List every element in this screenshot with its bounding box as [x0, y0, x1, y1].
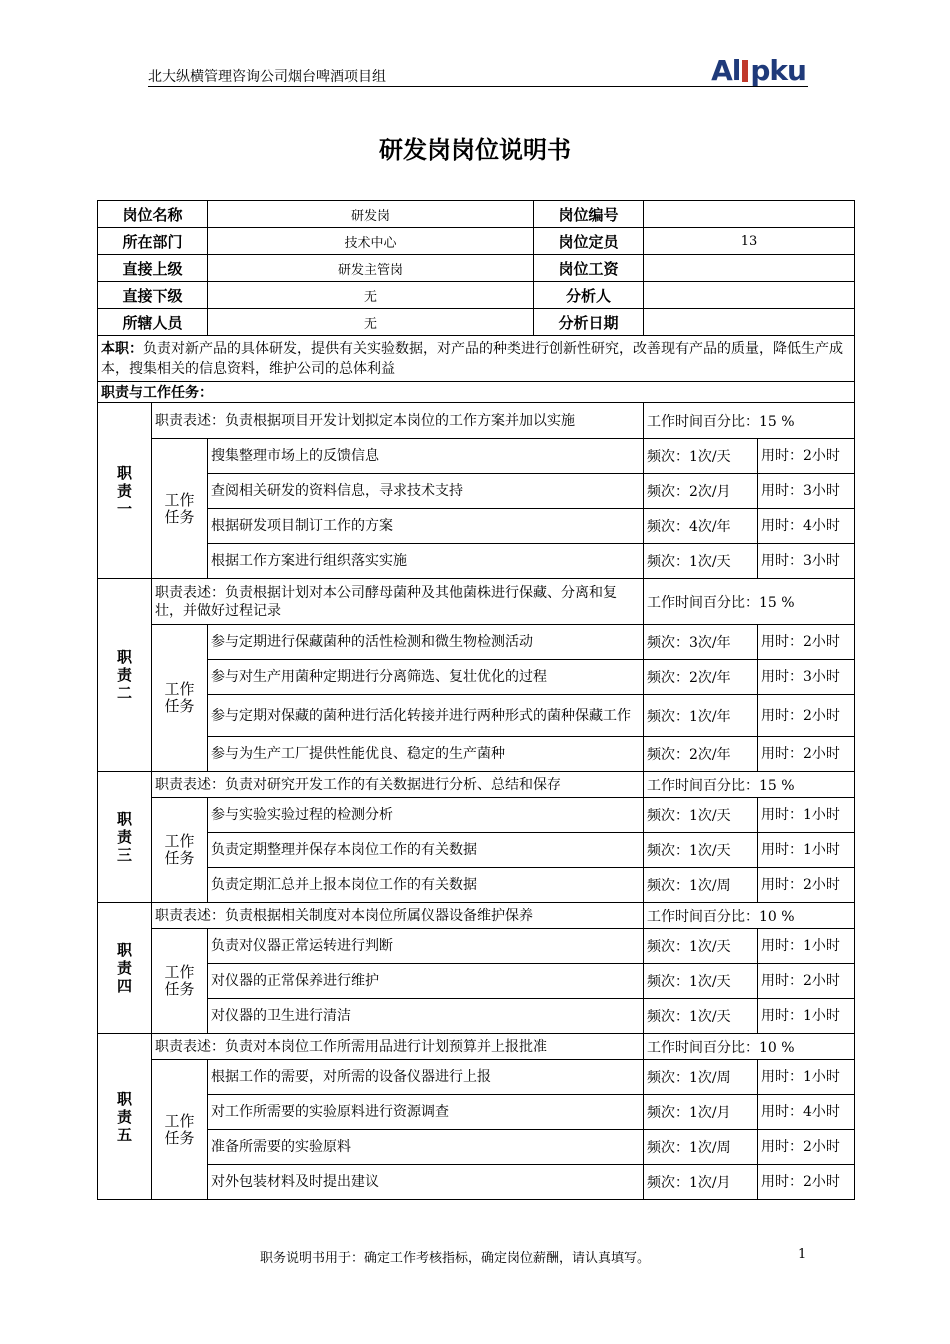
- value-staff: 无: [208, 309, 534, 336]
- task-text: 根据研发项目制订工作的方案: [208, 509, 644, 544]
- task-duration: 用时：2小时: [758, 625, 855, 660]
- duty-time-percent: 工作时间百分比：15 %: [644, 772, 855, 798]
- footer-note: 职务说明书用于：确定工作考核指标，确定岗位薪酬，请认真填写。: [260, 1251, 651, 1266]
- task-frequency: 频次：2次/年: [644, 660, 758, 695]
- core-duty-text: 负责对新产品的具体研发，提供有关实验数据，对产品的种类进行创新性研究，改善现有产品的质量，降低生产成本，搜集相关的信息资料，维护公司的总体利益: [101, 340, 843, 377]
- task-text: 参与对生产用菌种定期进行分离筛选、复壮优化的过程: [208, 660, 644, 695]
- header-org: 北大纵横管理咨询公司烟台啤酒项目组: [148, 69, 386, 85]
- task-duration: 用时：1小时: [758, 999, 855, 1034]
- value-analyst: [644, 282, 855, 309]
- company-logo: Al pku: [711, 54, 806, 87]
- task-text: 对仪器的卫生进行清洁: [208, 999, 644, 1034]
- task-frequency: 频次：4次/年: [644, 509, 758, 544]
- task-text: 负责对仪器正常运转进行判断: [208, 929, 644, 964]
- value-subordinate: 无: [208, 282, 534, 309]
- task-text: 参与为生产工厂提供性能优良、稳定的生产菌种: [208, 737, 644, 772]
- task-duration: 用时：1小时: [758, 798, 855, 833]
- task-duration: 用时：4小时: [758, 509, 855, 544]
- tasks-section-header: 职责与工作任务：: [98, 382, 855, 403]
- work-task-label: 工作任务: [152, 798, 208, 903]
- task-text: 查阅相关研发的资料信息，寻求技术支持: [208, 474, 644, 509]
- task-frequency: 频次：2次/年: [644, 737, 758, 772]
- task-duration: 用时：1小时: [758, 1060, 855, 1095]
- value-superior: 研发主管岗: [208, 255, 534, 282]
- duty-label: 职责一: [98, 403, 152, 579]
- task-text: 对工作所需要的实验原料进行资源调查: [208, 1095, 644, 1130]
- task-duration: 用时：4小时: [758, 1095, 855, 1130]
- label-headcount: 岗位定员: [534, 228, 644, 255]
- task-text: 负责定期汇总并上报本岗位工作的有关数据: [208, 868, 644, 903]
- duty-description-label: 职责表述：: [155, 776, 225, 793]
- duty-description-label: 职责表述：: [155, 907, 225, 924]
- label-position-name: 岗位名称: [98, 201, 208, 228]
- duty-description-label: 职责表述：: [155, 412, 225, 429]
- duty-label: 职责四: [98, 903, 152, 1034]
- task-duration: 用时：2小时: [758, 1165, 855, 1200]
- task-frequency: 频次：1次/周: [644, 1060, 758, 1095]
- label-staff: 所辖人员: [98, 309, 208, 336]
- task-frequency: 频次：1次/天: [644, 833, 758, 868]
- value-position-name: 研发岗: [208, 201, 534, 228]
- work-task-label: 工作任务: [152, 439, 208, 579]
- label-salary: 岗位工资: [534, 255, 644, 282]
- duty-description-text: 负责根据项目开发计划拟定本岗位的工作方案并加以实施: [225, 412, 575, 429]
- label-superior: 直接上级: [98, 255, 208, 282]
- work-task-label: 工作任务: [152, 625, 208, 772]
- task-frequency: 频次：1次/周: [644, 868, 758, 903]
- value-position-code: [644, 201, 855, 228]
- duty-label: 职责三: [98, 772, 152, 903]
- duty-description-text: 负责对本岗位工作所需用品进行计划预算并上报批准: [225, 1038, 547, 1055]
- duty-description-label: 职责表述：: [155, 1038, 225, 1055]
- task-text: 搜集整理市场上的反馈信息: [208, 439, 644, 474]
- duty-description-text: 负责根据相关制度对本岗位所属仪器设备维护保养: [225, 907, 533, 924]
- task-text: 根据工作方案进行组织落实实施: [208, 544, 644, 579]
- task-frequency: 频次：1次/天: [644, 929, 758, 964]
- task-frequency: 频次：1次/月: [644, 1165, 758, 1200]
- value-department: 技术中心: [208, 228, 534, 255]
- duty-time-percent: 工作时间百分比：10 %: [644, 903, 855, 929]
- task-text: 对仪器的正常保养进行维护: [208, 964, 644, 999]
- label-position-code: 岗位编号: [534, 201, 644, 228]
- duty-description-text: 负责根据计划对本公司酵母菌种及其他菌株进行保藏、分离和复壮，并做好过程记录: [155, 584, 617, 619]
- task-duration: 用时：3小时: [758, 474, 855, 509]
- task-text: 准备所需要的实验原料: [208, 1130, 644, 1165]
- task-frequency: 频次：1次/周: [644, 1130, 758, 1165]
- task-frequency: 频次：1次/月: [644, 1095, 758, 1130]
- task-duration: 用时：3小时: [758, 544, 855, 579]
- core-duty-label: 本职：: [101, 340, 143, 357]
- task-frequency: 频次：1次/天: [644, 964, 758, 999]
- task-frequency: 频次：1次/天: [644, 999, 758, 1034]
- label-subordinate: 直接下级: [98, 282, 208, 309]
- task-text: 参与实验实验过程的检测分析: [208, 798, 644, 833]
- duty-description: [152, 772, 644, 798]
- duty-time-percent: 工作时间百分比：10 %: [644, 1034, 855, 1060]
- task-text: 负责定期整理并保存本岗位工作的有关数据: [208, 833, 644, 868]
- label-analyst: 分析人: [534, 282, 644, 309]
- page-header: [148, 54, 808, 87]
- page-title: 研发岗岗位说明书: [379, 136, 571, 164]
- duty-description: [152, 903, 644, 929]
- task-duration: 用时：1小时: [758, 833, 855, 868]
- value-salary: [644, 255, 855, 282]
- task-text: 根据工作的需要，对所需的设备仪器进行上报: [208, 1060, 644, 1095]
- duty-time-percent: 工作时间百分比：15 %: [644, 403, 855, 439]
- duty-label: 职责二: [98, 579, 152, 772]
- logo-mark-icon: [742, 60, 748, 82]
- task-duration: 用时：1小时: [758, 929, 855, 964]
- task-duration: 用时：2小时: [758, 1130, 855, 1165]
- duty-time-percent: 工作时间百分比：15 %: [644, 579, 855, 625]
- work-task-label: 工作任务: [152, 1060, 208, 1200]
- page-number: 1: [798, 1247, 807, 1262]
- duty-description-text: 负责对研究开发工作的有关数据进行分析、总结和保存: [225, 776, 561, 793]
- task-duration: 用时：2小时: [758, 737, 855, 772]
- value-analysis-date: [644, 309, 855, 336]
- label-analysis-date: 分析日期: [534, 309, 644, 336]
- duty-description: [152, 1034, 644, 1060]
- task-duration: 用时：2小时: [758, 439, 855, 474]
- task-duration: 用时：3小时: [758, 660, 855, 695]
- task-frequency: 频次：1次/天: [644, 544, 758, 579]
- task-frequency: 频次：1次/年: [644, 695, 758, 737]
- task-frequency: 频次：2次/月: [644, 474, 758, 509]
- task-text: 参与定期对保藏的菌种进行活化转接并进行两种形式的菌种保藏工作: [208, 695, 644, 737]
- task-text: 对外包装材料及时提出建议: [208, 1165, 644, 1200]
- duty-label: 职责五: [98, 1034, 152, 1200]
- task-text: 参与定期进行保藏菌种的活性检测和微生物检测活动: [208, 625, 644, 660]
- duty-description: [152, 403, 644, 439]
- task-duration: 用时：2小时: [758, 695, 855, 737]
- task-duration: 用时：2小时: [758, 964, 855, 999]
- work-task-label: 工作任务: [152, 929, 208, 1034]
- core-duty-cell: [98, 336, 855, 382]
- task-frequency: 频次：3次/年: [644, 625, 758, 660]
- task-duration: 用时：2小时: [758, 868, 855, 903]
- job-description-table: [97, 200, 855, 1200]
- value-headcount: 13: [644, 228, 855, 255]
- label-department: 所在部门: [98, 228, 208, 255]
- duty-description: [152, 579, 644, 625]
- task-frequency: 频次：1次/天: [644, 439, 758, 474]
- task-frequency: 频次：1次/天: [644, 798, 758, 833]
- duty-description-label: 职责表述：: [155, 584, 225, 601]
